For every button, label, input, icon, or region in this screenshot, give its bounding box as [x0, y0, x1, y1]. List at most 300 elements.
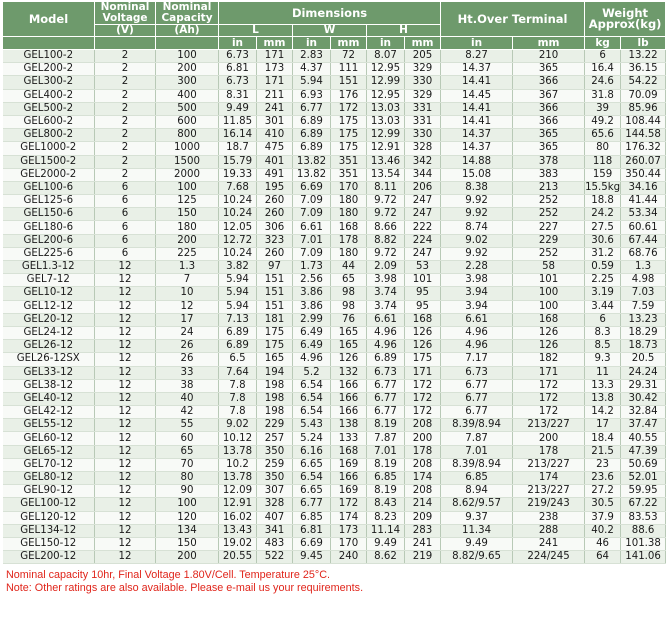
cell-terminal-height-mm: 366 [513, 76, 585, 89]
cell-width-mm: 170 [331, 181, 367, 194]
cell-model: GEL200-2 [3, 63, 95, 76]
header-unit-lb: lb [621, 37, 666, 50]
cell-height-mm: 331 [405, 115, 441, 128]
header-dim-l: L [219, 25, 293, 37]
cell-width-in: 6.49 [293, 340, 331, 353]
cell-length-mm: 323 [257, 234, 293, 247]
table-row [3, 208, 666, 221]
cell-length-in: 6.89 [219, 326, 257, 339]
cell-terminal-height-in: 8.74 [441, 221, 513, 234]
cell-height-in: 8.82 [367, 234, 405, 247]
cell-width-mm: 138 [331, 419, 367, 432]
cell-weight-lb: 40.55 [621, 432, 666, 445]
footnotes [6, 569, 647, 595]
cell-terminal-height-mm: 224/245 [513, 551, 585, 564]
cell-length-in: 7.8 [219, 406, 257, 419]
cell-terminal-height-mm: 238 [513, 511, 585, 524]
cell-height-in: 7.87 [367, 432, 405, 445]
cell-terminal-height-in: 7.01 [441, 445, 513, 458]
cell-capacity: 42 [156, 406, 219, 419]
cell-capacity: 500 [156, 102, 219, 115]
cell-capacity: 26 [156, 353, 219, 366]
table-row [3, 353, 666, 366]
cell-width-in: 4.37 [293, 63, 331, 76]
cell-width-in: 5.43 [293, 419, 331, 432]
cell-terminal-height-mm: 210 [513, 50, 585, 63]
cell-weight-lb: 67.22 [621, 498, 666, 511]
cell-weight-lb: 24.24 [621, 366, 666, 379]
cell-height-in: 13.03 [367, 115, 405, 128]
cell-width-mm: 175 [331, 142, 367, 155]
cell-weight-lb: 60.61 [621, 221, 666, 234]
cell-capacity: 600 [156, 115, 219, 128]
cell-height-in: 4.96 [367, 326, 405, 339]
cell-weight-lb: 37.47 [621, 419, 666, 432]
cell-terminal-height-in: 8.62/9.57 [441, 498, 513, 511]
cell-terminal-height-mm: 288 [513, 524, 585, 537]
cell-weight-lb: 18.73 [621, 340, 666, 353]
cell-terminal-height-in: 3.94 [441, 300, 513, 313]
cell-length-mm: 165 [257, 353, 293, 366]
cell-weight-lb: 4.98 [621, 274, 666, 287]
cell-terminal-height-in: 2.28 [441, 261, 513, 274]
cell-weight-kg: 15.5kg [585, 181, 621, 193]
table-body [3, 50, 666, 564]
cell-height-mm: 330 [405, 129, 441, 142]
cell-width-mm: 111 [331, 63, 367, 76]
cell-terminal-height-in: 6.73 [441, 366, 513, 379]
cell-weight-kg: 13.3 [585, 379, 621, 392]
cell-length-in: 10.12 [219, 432, 257, 445]
cell-length-in: 15.79 [219, 155, 257, 168]
cell-length-mm: 229 [257, 419, 293, 432]
cell-terminal-height-in: 6.77 [441, 379, 513, 392]
cell-capacity: 225 [156, 247, 219, 260]
table-row [3, 392, 666, 405]
cell-height-in: 13.54 [367, 168, 405, 181]
cell-terminal-height-in: 9.92 [441, 208, 513, 221]
cell-model: GEL70-12 [3, 458, 95, 471]
cell-height-mm: 126 [405, 340, 441, 353]
cell-terminal-height-in: 14.41 [441, 102, 513, 115]
cell-height-mm: 172 [405, 406, 441, 419]
cell-weight-lb: 7.59 [621, 300, 666, 313]
cell-length-in: 16.02 [219, 511, 257, 524]
cell-length-in: 10.2 [219, 458, 257, 471]
cell-weight-lb: 36.15 [621, 63, 666, 76]
cell-width-in: 6.65 [293, 485, 331, 498]
header-dim-w: W [293, 25, 367, 37]
cell-terminal-height-in: 14.41 [441, 76, 513, 89]
cell-terminal-height-mm: 174 [513, 472, 585, 485]
cell-weight-lb: 350.44 [621, 168, 666, 181]
cell-model: GEL200-6 [3, 234, 95, 247]
cell-width-mm: 176 [331, 89, 367, 102]
cell-terminal-height-in: 14.41 [441, 115, 513, 128]
header-unit-mm: mm [331, 37, 367, 50]
table-row [3, 129, 666, 142]
table-row [3, 76, 666, 89]
cell-voltage: 12 [95, 313, 156, 326]
cell-model: GEL1000-2 [3, 142, 95, 155]
cell-height-mm: 283 [405, 524, 441, 537]
cell-height-in: 12.95 [367, 63, 405, 76]
cell-width-in: 7.09 [293, 208, 331, 221]
cell-height-in: 8.11 [367, 181, 405, 194]
header-capacity-unit: (Ah) [156, 25, 219, 37]
table-row [3, 102, 666, 115]
cell-height-in: 6.77 [367, 406, 405, 419]
cell-weight-lb: 50.69 [621, 458, 666, 471]
cell-weight-lb: 18.29 [621, 326, 666, 339]
cell-terminal-height-in: 4.96 [441, 340, 513, 353]
cell-height-mm: 342 [405, 155, 441, 168]
cell-height-mm: 208 [405, 458, 441, 471]
table-row [3, 524, 666, 537]
cell-capacity: 1000 [156, 142, 219, 155]
cell-width-mm: 133 [331, 432, 367, 445]
cell-voltage: 12 [95, 340, 156, 353]
cell-width-in: 4.96 [293, 353, 331, 366]
cell-weight-kg: 21.5 [585, 445, 621, 458]
cell-length-in: 7.8 [219, 379, 257, 392]
cell-weight-lb: 7.03 [621, 287, 666, 300]
cell-capacity: 80 [156, 472, 219, 485]
cell-voltage: 6 [95, 234, 156, 247]
cell-height-mm: 200 [405, 432, 441, 445]
cell-width-in: 6.77 [293, 102, 331, 115]
cell-length-in: 19.33 [219, 168, 257, 181]
cell-capacity: 12 [156, 300, 219, 313]
cell-terminal-height-mm: 178 [513, 445, 585, 458]
cell-length-mm: 97 [257, 261, 293, 274]
cell-model: GEL1500-2 [3, 155, 95, 168]
cell-length-in: 9.49 [219, 102, 257, 115]
cell-length-in: 12.91 [219, 498, 257, 511]
cell-voltage: 6 [95, 195, 156, 208]
cell-height-mm: 126 [405, 326, 441, 339]
cell-width-in: 5.24 [293, 432, 331, 445]
cell-length-mm: 151 [257, 300, 293, 313]
cell-length-mm: 350 [257, 445, 293, 458]
cell-length-in: 3.82 [219, 261, 257, 274]
cell-weight-kg: 80 [585, 142, 621, 155]
cell-terminal-height-mm: 383 [513, 168, 585, 181]
cell-voltage: 6 [95, 181, 156, 194]
cell-width-mm: 166 [331, 379, 367, 392]
cell-terminal-height-mm: 100 [513, 300, 585, 313]
cell-model: GEL7-12 [3, 274, 95, 287]
cell-model: GEL500-2 [3, 102, 95, 115]
cell-voltage: 12 [95, 392, 156, 405]
table-row [3, 168, 666, 181]
cell-height-mm: 208 [405, 485, 441, 498]
cell-weight-kg: 8.3 [585, 326, 621, 339]
cell-terminal-height-mm: 172 [513, 392, 585, 405]
cell-model: GEL100-2 [3, 50, 95, 63]
cell-width-in: 6.89 [293, 142, 331, 155]
cell-weight-kg: 8.5 [585, 340, 621, 353]
cell-height-in: 6.85 [367, 472, 405, 485]
cell-width-mm: 132 [331, 366, 367, 379]
table-row [3, 247, 666, 260]
cell-weight-kg: 31.2 [585, 247, 621, 260]
cell-height-in: 8.43 [367, 498, 405, 511]
table-row [3, 50, 666, 63]
cell-height-mm: 330 [405, 76, 441, 89]
cell-terminal-height-mm: 101 [513, 274, 585, 287]
cell-weight-lb: 32.84 [621, 406, 666, 419]
header-height-over-terminal: Ht.Over Terminal [441, 2, 585, 37]
header-unit-blank [95, 37, 156, 50]
footnote-test-conditions: Nominal capacity 10hr, Final Voltage 1.80V/Cell. Temperature 25°C. [6, 569, 331, 582]
table-row [3, 340, 666, 353]
cell-terminal-height-in: 11.34 [441, 524, 513, 537]
cell-model: GEL2000-2 [3, 168, 95, 181]
header-unit-blank [3, 37, 95, 50]
cell-weight-lb: 70.09 [621, 89, 666, 102]
cell-terminal-height-in: 9.37 [441, 511, 513, 524]
cell-model: GEL40-12 [3, 392, 95, 405]
cell-height-mm: 168 [405, 313, 441, 326]
cell-height-mm: 208 [405, 419, 441, 432]
cell-height-mm: 328 [405, 142, 441, 155]
cell-capacity: 120 [156, 511, 219, 524]
cell-width-mm: 168 [331, 221, 367, 234]
cell-terminal-height-in: 3.98 [441, 274, 513, 287]
table-row [3, 155, 666, 168]
cell-height-mm: 209 [405, 511, 441, 524]
cell-length-mm: 194 [257, 366, 293, 379]
cell-width-in: 6.61 [293, 221, 331, 234]
cell-terminal-height-in: 7.87 [441, 432, 513, 445]
cell-voltage: 6 [95, 208, 156, 221]
cell-length-in: 7.68 [219, 181, 257, 194]
cell-terminal-height-mm: 182 [513, 353, 585, 366]
cell-width-in: 6.54 [293, 379, 331, 392]
cell-terminal-height-in: 8.39/8.94 [441, 458, 513, 471]
cell-voltage: 12 [95, 274, 156, 287]
cell-capacity: 100 [156, 181, 219, 194]
header-unit-mm: mm [513, 37, 585, 50]
cell-weight-kg: 13.8 [585, 392, 621, 405]
cell-length-mm: 198 [257, 406, 293, 419]
cell-length-mm: 198 [257, 379, 293, 392]
cell-voltage: 12 [95, 511, 156, 524]
cell-voltage: 12 [95, 537, 156, 550]
cell-length-mm: 259 [257, 458, 293, 471]
cell-width-in: 5.2 [293, 366, 331, 379]
cell-terminal-height-in: 9.02 [441, 234, 513, 247]
cell-terminal-height-in: 6.77 [441, 406, 513, 419]
cell-terminal-height-mm: 213/227 [513, 485, 585, 498]
cell-length-in: 6.73 [219, 50, 257, 63]
cell-height-in: 6.77 [367, 392, 405, 405]
cell-terminal-height-in: 14.37 [441, 129, 513, 142]
cell-voltage: 12 [95, 326, 156, 339]
cell-length-in: 10.24 [219, 195, 257, 208]
cell-weight-lb: 88.6 [621, 524, 666, 537]
cell-weight-lb: 108.44 [621, 115, 666, 128]
cell-weight-lb: 67.44 [621, 234, 666, 247]
cell-weight-kg: 30.5 [585, 498, 621, 511]
cell-terminal-height-mm: 378 [513, 155, 585, 168]
cell-width-mm: 169 [331, 485, 367, 498]
cell-terminal-height-mm: 213 [513, 181, 585, 194]
cell-weight-lb: 29.31 [621, 379, 666, 392]
cell-capacity: 24 [156, 326, 219, 339]
cell-voltage: 12 [95, 445, 156, 458]
cell-length-in: 13.78 [219, 445, 257, 458]
cell-height-in: 3.74 [367, 300, 405, 313]
table-row [3, 142, 666, 155]
cell-height-in: 4.96 [367, 340, 405, 353]
cell-weight-kg: 40.2 [585, 524, 621, 537]
cell-length-in: 6.73 [219, 76, 257, 89]
cell-length-mm: 407 [257, 511, 293, 524]
footnote-other-ratings: Note: Other ratings are also available. Please e-mail us your requirements. [6, 582, 364, 595]
cell-terminal-height-mm: 213/227 [513, 419, 585, 432]
cell-length-mm: 260 [257, 195, 293, 208]
cell-length-in: 12.72 [219, 234, 257, 247]
cell-length-in: 13.43 [219, 524, 257, 537]
cell-model: GEL300-2 [3, 76, 95, 89]
cell-length-mm: 260 [257, 247, 293, 260]
cell-terminal-height-in: 14.37 [441, 142, 513, 155]
cell-width-in: 7.01 [293, 234, 331, 247]
cell-model: GEL100-12 [3, 498, 95, 511]
cell-weight-kg: 14.2 [585, 406, 621, 419]
cell-weight-kg: 23.6 [585, 472, 621, 485]
cell-voltage: 2 [95, 50, 156, 63]
cell-width-mm: 65 [331, 274, 367, 287]
cell-height-mm: 219 [405, 551, 441, 564]
header-unit-mm: mm [405, 37, 441, 50]
cell-height-mm: 205 [405, 50, 441, 63]
table-row [3, 419, 666, 432]
cell-height-in: 13.46 [367, 155, 405, 168]
cell-height-mm: 247 [405, 208, 441, 221]
cell-weight-kg: 23 [585, 458, 621, 471]
cell-length-in: 9.02 [219, 419, 257, 432]
cell-length-mm: 173 [257, 63, 293, 76]
cell-length-in: 7.13 [219, 313, 257, 326]
cell-terminal-height-in: 14.88 [441, 155, 513, 168]
cell-length-mm: 151 [257, 274, 293, 287]
cell-height-mm: 247 [405, 195, 441, 208]
cell-capacity: 10 [156, 287, 219, 300]
cell-terminal-height-mm: 365 [513, 142, 585, 155]
cell-width-in: 6.65 [293, 458, 331, 471]
cell-weight-kg: 64 [585, 551, 621, 564]
cell-capacity: 200 [156, 63, 219, 76]
cell-terminal-height-in: 8.27 [441, 50, 513, 63]
cell-weight-kg: 16.4 [585, 63, 621, 76]
cell-terminal-height-mm: 172 [513, 379, 585, 392]
cell-weight-lb: 1.3 [621, 261, 666, 274]
cell-length-mm: 341 [257, 524, 293, 537]
cell-length-mm: 350 [257, 472, 293, 485]
cell-height-in: 6.73 [367, 366, 405, 379]
header-model: Model [3, 2, 95, 37]
cell-capacity: 300 [156, 76, 219, 89]
cell-height-mm: 241 [405, 537, 441, 550]
cell-length-mm: 175 [257, 340, 293, 353]
cell-height-in: 3.98 [367, 274, 405, 287]
cell-model: GEL20-12 [3, 313, 95, 326]
cell-height-mm: 247 [405, 247, 441, 260]
cell-voltage: 12 [95, 432, 156, 445]
header-dimensions: Dimensions [219, 2, 441, 25]
cell-length-mm: 171 [257, 50, 293, 63]
cell-terminal-height-mm: 227 [513, 221, 585, 234]
cell-length-mm: 175 [257, 326, 293, 339]
cell-width-mm: 175 [331, 115, 367, 128]
cell-weight-lb: 176.32 [621, 142, 666, 155]
cell-capacity: 1500 [156, 155, 219, 168]
table-row [3, 234, 666, 247]
cell-height-mm: 329 [405, 63, 441, 76]
cell-height-in: 8.62 [367, 551, 405, 564]
cell-weight-kg: 3.19 [585, 287, 621, 300]
cell-voltage: 2 [95, 89, 156, 102]
cell-width-mm: 168 [331, 445, 367, 458]
cell-model: GEL120-12 [3, 511, 95, 524]
cell-model: GEL400-2 [3, 89, 95, 102]
cell-height-in: 12.99 [367, 129, 405, 142]
table-row [3, 366, 666, 379]
cell-weight-lb: 34.16 [621, 181, 666, 194]
cell-height-in: 3.74 [367, 287, 405, 300]
cell-height-mm: 331 [405, 102, 441, 115]
cell-model: GEL150-12 [3, 537, 95, 550]
cell-model: GEL100-6 [3, 181, 95, 194]
cell-length-in: 19.02 [219, 537, 257, 550]
cell-model: GEL90-12 [3, 485, 95, 498]
table-row [3, 458, 666, 471]
cell-height-in: 8.23 [367, 511, 405, 524]
cell-width-in: 6.69 [293, 537, 331, 550]
cell-weight-lb: 141.06 [621, 551, 666, 564]
cell-length-in: 20.55 [219, 551, 257, 564]
cell-weight-kg: 17 [585, 419, 621, 432]
cell-voltage: 12 [95, 498, 156, 511]
cell-capacity: 400 [156, 89, 219, 102]
cell-length-in: 10.24 [219, 208, 257, 221]
cell-weight-lb: 260.07 [621, 155, 666, 168]
cell-length-in: 13.78 [219, 472, 257, 485]
cell-height-mm: 53 [405, 261, 441, 274]
cell-width-in: 6.16 [293, 445, 331, 458]
table-row [3, 89, 666, 102]
cell-width-in: 5.94 [293, 76, 331, 89]
cell-width-mm: 126 [331, 353, 367, 366]
header-voltage-unit: (V) [95, 25, 156, 37]
cell-capacity: 38 [156, 379, 219, 392]
cell-length-mm: 306 [257, 221, 293, 234]
cell-weight-kg: 31.8 [585, 89, 621, 102]
cell-model: GEL60-12 [3, 432, 95, 445]
cell-terminal-height-mm: 367 [513, 89, 585, 102]
table-row [3, 63, 666, 76]
cell-length-mm: 211 [257, 89, 293, 102]
cell-width-in: 6.54 [293, 392, 331, 405]
cell-length-in: 5.94 [219, 287, 257, 300]
cell-terminal-height-in: 15.08 [441, 168, 513, 181]
cell-model: GEL55-12 [3, 419, 95, 432]
cell-weight-kg: 46 [585, 537, 621, 550]
cell-width-mm: 172 [331, 498, 367, 511]
